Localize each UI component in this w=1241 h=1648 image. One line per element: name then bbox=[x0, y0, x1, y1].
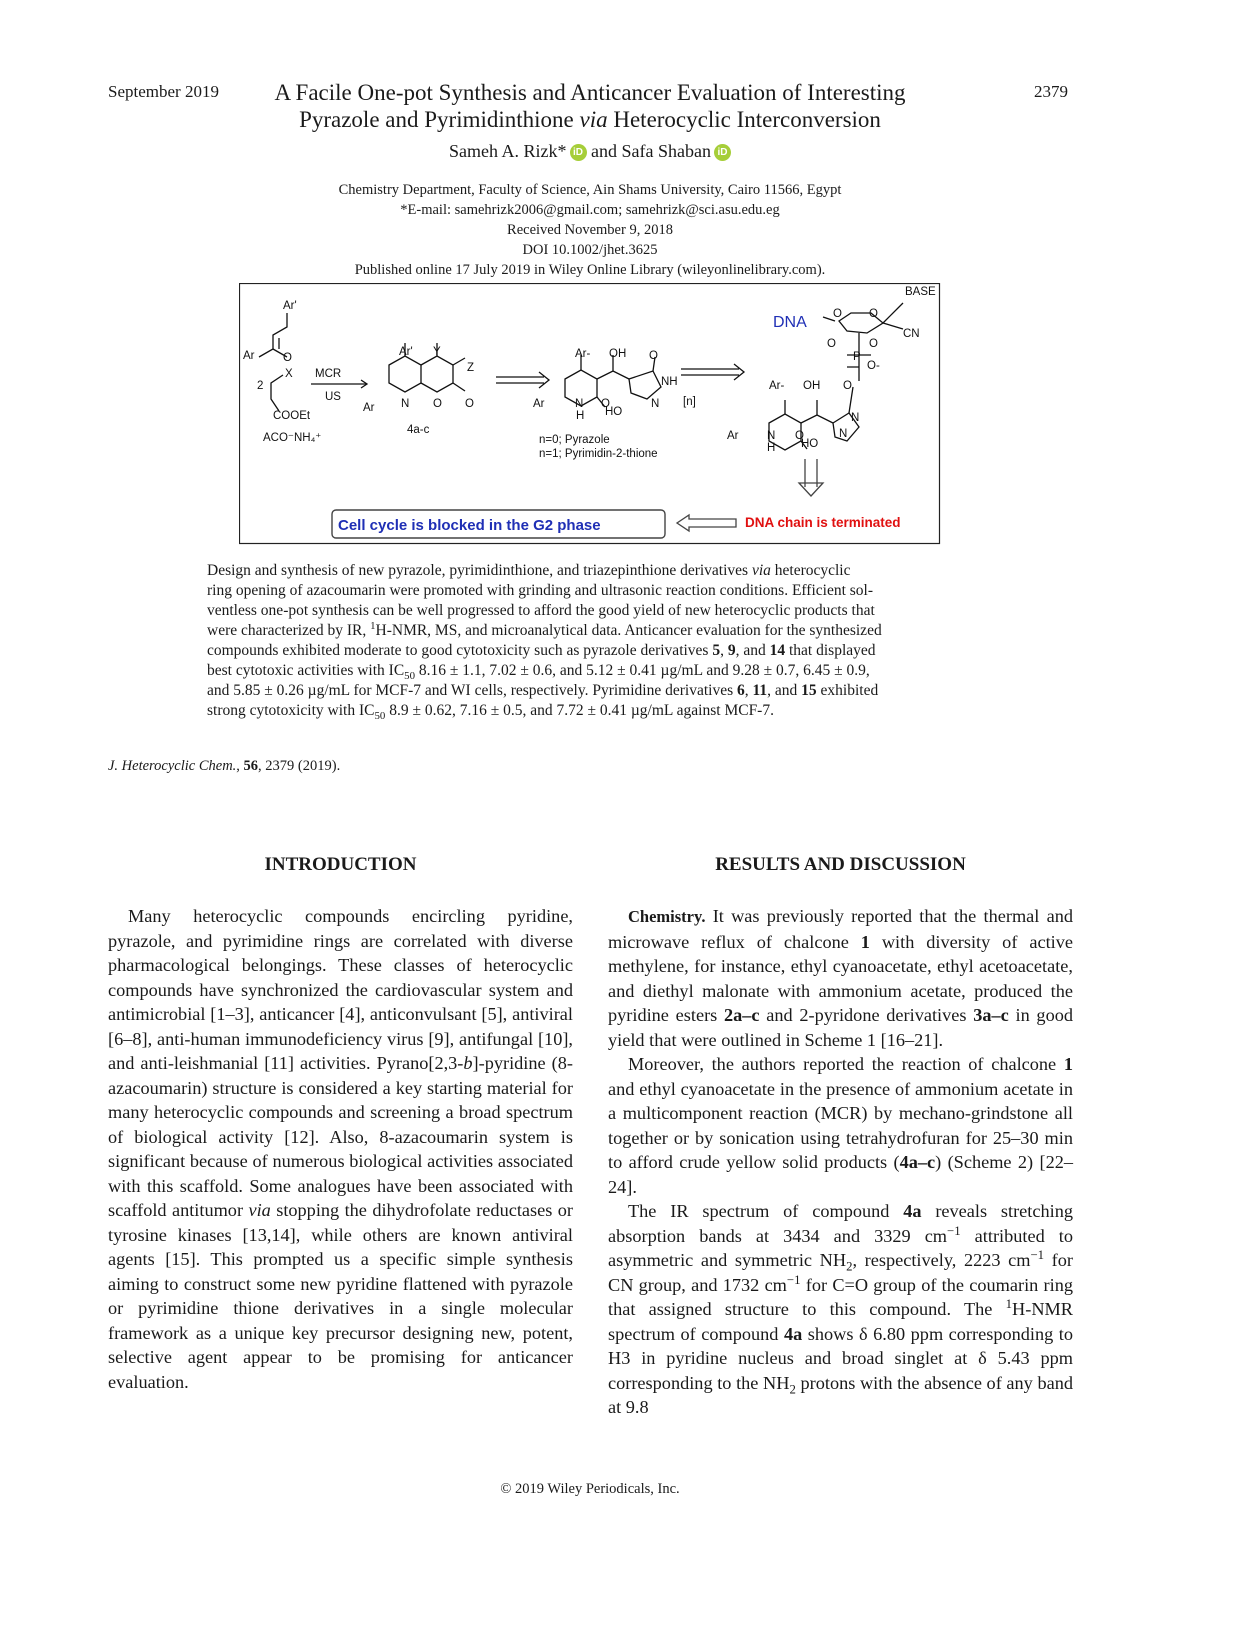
scheme-label-4ac: 4a-c bbox=[407, 424, 430, 436]
scheme-label-ho: HO bbox=[801, 438, 819, 450]
scheme-label-ar: Ar bbox=[243, 350, 255, 362]
scheme-label-ho: HO bbox=[605, 406, 623, 418]
scheme-label-ar-prime: Ar' bbox=[399, 346, 413, 358]
scheme-label-cn: CN bbox=[903, 328, 920, 340]
scheme-label-ar: Ar bbox=[533, 398, 545, 410]
orcid-icon[interactable]: iD bbox=[570, 144, 587, 161]
scheme-label-z: Z bbox=[467, 362, 475, 374]
scheme-label-base: BASE bbox=[905, 286, 936, 298]
running-date: September 2019 bbox=[108, 82, 219, 101]
results-text bbox=[608, 904, 1073, 1420]
scheme-label-p: P bbox=[853, 351, 861, 363]
title-line-1: A Facile One-pot Synthesis and Anticancer Evaluation of Interesting bbox=[274, 80, 906, 105]
scheme-label-two: 2 bbox=[257, 380, 264, 392]
scheme-label-ar-prime: Ar' bbox=[283, 300, 297, 312]
graphical-abstract-scheme bbox=[239, 283, 941, 545]
scheme-label-n: N bbox=[401, 398, 410, 410]
section-heading-results: RESULTS AND DISCUSSION bbox=[715, 854, 966, 875]
published-online: Published online 17 July 2019 in Wiley Online Library (wileyonlinelibrary.com). bbox=[354, 262, 826, 278]
introduction-text bbox=[108, 904, 573, 1394]
section-heading-introduction: INTRODUCTION bbox=[264, 854, 417, 875]
scheme-label-ar-dash: Ar- bbox=[769, 380, 785, 392]
affiliation-dept: Chemistry Department, Faculty of Science, Ain Shams University, Cairo 11566, Egypt bbox=[338, 182, 842, 198]
journal-citation: J. Heterocyclic Chem., 56, 2379 (2019). bbox=[108, 758, 341, 774]
scheme-label-n: N bbox=[575, 398, 584, 410]
scheme-label-ar: Ar bbox=[363, 402, 375, 414]
scheme-label-o: O bbox=[433, 398, 442, 410]
copyright-footer: © 2019 Wiley Periodicals, Inc. bbox=[500, 1481, 680, 1497]
affiliation-email[interactable]: *E-mail: samehrizk2006@gmail.com; samehrizk@sci.asu.edu.eg bbox=[400, 202, 780, 218]
scheme-label-ar: Ar bbox=[727, 430, 739, 442]
scheme-label-h: H bbox=[576, 410, 585, 422]
scheme-label-n-bracket: [n] bbox=[683, 396, 696, 408]
scheme-label-oh: OH bbox=[803, 380, 821, 392]
scheme-label-n0: n=0; Pyrazole bbox=[539, 434, 610, 446]
scheme-label-o: O bbox=[649, 350, 658, 362]
scheme-label-ar-dash: Ar- bbox=[575, 348, 591, 360]
cell-cycle-blocked-label: Cell cycle is blocked in the G2 phase bbox=[338, 517, 601, 534]
scheme-label-o: O bbox=[869, 338, 878, 350]
results-paragraph: The IR spectrum of compound 4a reveals stretching absorption bands at 3434 and 3329 $cm^{-1}$ attributed to asymmetric and symmetric $NH_2$, respectively, 2223 $cm^{-1}$ for CN group, and 1732 $cm^{-1}$ for C=O group of the coumarin ring that assigned structure to this compound. The $^1$H-NMR spectrum of compound 4a shows δ 6.80 ppm corresponding to H3 in pyridine nucleus and broad singlet at δ 5.43 ppm corresponding to the $NH_2$ protons with the absence of any band at 9.8 bbox=[608, 1201, 1073, 1417]
orcid-icon[interactable]: iD bbox=[714, 144, 731, 161]
results-paragraph: Moreover, the authors reported the reaction of chalcone 1 and ethyl cyanoacetate in the presence of ammonium acetate in a multicomponent reaction (MCR) by mechano-grindstone all together or by sonication using tetrahydrofuran for 25–30 min to afford crude yellow solid products (4a–c) (Scheme 2) [22–24]. bbox=[608, 1054, 1073, 1197]
scheme-label-n: N bbox=[651, 398, 660, 410]
scheme-label-us: US bbox=[325, 391, 341, 403]
author-list: Sameh A. Rizk* iD and Safa Shaban iD bbox=[0, 141, 1180, 162]
scheme-label-y: Y bbox=[433, 346, 441, 358]
scheme-label-n: N bbox=[851, 412, 860, 424]
scheme-label-n: N bbox=[839, 428, 848, 440]
scheme-label-o: O bbox=[843, 380, 852, 392]
scheme-label-nh: NH bbox=[661, 376, 678, 388]
scheme-label-o: O bbox=[827, 338, 836, 350]
scheme-label-o: O bbox=[869, 308, 878, 320]
scheme-label-h: H bbox=[767, 442, 776, 454]
title-line-2: Pyrazole and Pyrimidinthione via Heterocyclic Interconversion bbox=[299, 107, 881, 132]
scheme-label-o-minus: O- bbox=[867, 360, 880, 372]
scheme-label-o: O bbox=[833, 308, 842, 320]
scheme-label-dna: DNA bbox=[773, 314, 807, 331]
scheme-label-mcr: MCR bbox=[315, 368, 342, 380]
scheme-label-cooet: COOEt bbox=[273, 410, 311, 422]
scheme-label-o: O bbox=[283, 352, 292, 364]
scheme-label-n: N bbox=[767, 430, 776, 442]
author-rizk[interactable]: Sameh A. Rizk* bbox=[449, 141, 567, 161]
scheme-label-o: O bbox=[601, 398, 610, 410]
scheme-label-oh: OH bbox=[609, 348, 627, 360]
dna-terminated-label: DNA chain is terminated bbox=[745, 515, 901, 530]
doi-link[interactable]: DOI 10.1002/jhet.3625 bbox=[522, 242, 658, 258]
scheme-label-x: X bbox=[285, 368, 293, 380]
abstract: Design and synthesis of new pyrazole, pyrimidinthione, and triazepinthione derivatives via heterocyclic ring opening of azacoumarin were promoted with grinding and ultrasonic reaction conditions. Efficient sol- ventless one-pot synthesis can be well progressed to afford the good yield of new heterocyclic products that were characterized by IR, $^1$H-NMR, MS, and microanalytical data. Anticancer evaluation for the synthesized compounds exhibited moderate to good cytotoxicity such as pyrazole derivatives 5, 9, and 14 that displayed best cytotoxic activities with $IC_{50}$ 8.16 ± 1.1, 7.02 ± 0.6, and 5.12 ± 0.41 µg/mL and 9.28 ± 0.7, 6.45 ± 0.9, and 5.85 ± 0.26 µg/mL for MCF-7 and WI cells, respectively. Pyrimidine derivatives 6, 11, and 15 exhibited strong cytotoxicity with $IC_{50}$ 8.9 ± 0.62, 7.16 ± 0.5, and 7.72 ± 0.41 µg/mL against MCF-7. bbox=[207, 562, 882, 723]
received-date: Received November 9, 2018 bbox=[507, 222, 673, 238]
page-number: 2379 bbox=[1034, 82, 1068, 101]
scheme-label-n1: n=1; Pyrimidin-2-thione bbox=[539, 448, 658, 460]
scheme-label-aconh4: ACO⁻NH₄⁺ bbox=[263, 432, 322, 444]
results-paragraph: Chemistry. It was previously reported that the thermal and microwave reflux of chalcone 1 with diversity of active methylene, for instance, ethyl cyanoacetate, ethyl acetoacetate, and diethyl malonate with ammonium acetate, produced the pyridine esters 2a–c and 2-pyridone derivatives 3a–c in good yield that were outlined in Scheme 1 [16–21]. bbox=[608, 906, 1073, 1050]
affiliation-block bbox=[0, 180, 1180, 280]
author-shaban[interactable]: Safa Shaban bbox=[621, 141, 711, 161]
scheme-label-o: O bbox=[795, 430, 804, 442]
article-title bbox=[240, 79, 940, 133]
intro-paragraph: Many heterocyclic compounds encircling pyridine, pyrazole, and pyrimidine rings are correlated with diverse pharmacological belongings. These classes of heterocyclic compounds have synchronized the cardiovascular system and antimicrobial [1–3], anticancer [4], anticonvulsant [5], antiviral [6–8], anti-human immunodeficiency virus [9], antifungal [10], and anti-leishmanial [11] activities. Pyrano[2,3-b]-pyridine (8-azacoumarin) structure is considered a key starting material for many heterocyclic compounds and screening a broad spectrum of biological activity [12]. Also, 8-azacoumarin system is significant because of numerous biological activities associated with this scaffold. Some analogues have been associated with scaffold antitumor via stopping the dihydrofolate reductases or tyrosine kinases [13,14], while others are known antiviral agents [15]. This prompted us a specific simple synthesis aiming to construct some new pyridine flattened with pyrazole or pyrimidine thione derivatives in a single molecular framework as a unique key precursor designing new, potent, selective agent appear to be promising for anticancer evaluation. bbox=[108, 906, 573, 1392]
scheme-label-o: O bbox=[465, 398, 474, 410]
